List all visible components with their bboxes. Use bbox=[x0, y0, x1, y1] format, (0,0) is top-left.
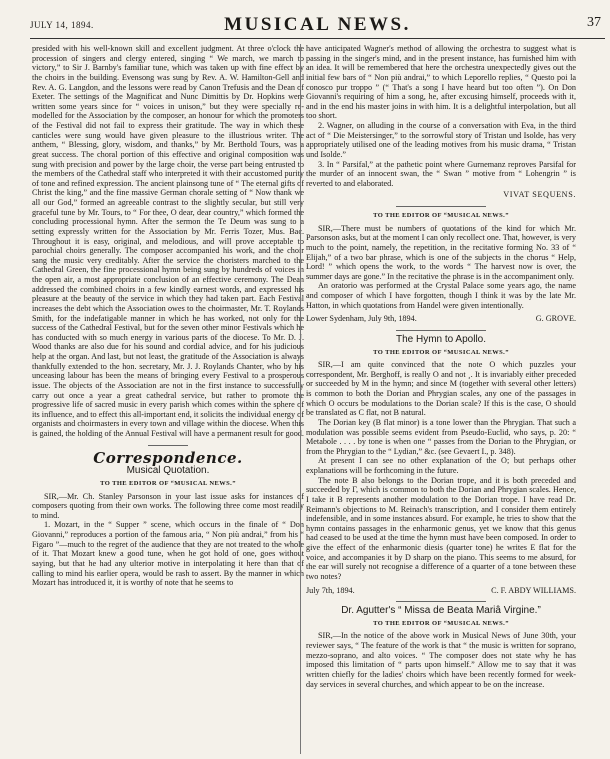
missa-paragraph-1: SIR,—In the notice of the above work in Musical News of June 30th, your reviewer says, “ The feature of the work is that “ the music is written for soprano, mezzo-soprano, and alto voices. “ The composer does not state why he has imposed this limitation of “ parts upon himself.” Allow me to say that it was written chiefly for the ladies' choirs which have been recently formed for week-day services in several churches, and which appear to be on the increase. bbox=[306, 631, 576, 689]
musical-quotation-point-2: 2. Wagner, on alluding in the course of a conversation with Eva, in the third act of “ Die Meistersinger,” to the sorrowful story of Tristan und Isolde, has very appropriately utilised one of the leading motives from his music drama, “ Tristan und Isolde.” bbox=[306, 121, 576, 159]
hymn-date: July 7th, 1894. bbox=[306, 585, 355, 595]
left-column bbox=[32, 44, 304, 588]
hymn-signature-row bbox=[306, 586, 576, 596]
page-number: 37 bbox=[587, 15, 601, 30]
musical-quotation-heading: Musical Quotation. bbox=[126, 465, 210, 477]
grove-letter-paragraph-1: SIR,—There must be numbers of quotations of the kind for which Mr. Parsonson asks, but at the moment I can only recollect one. That, however, is very much to the point, namely, the repetition, in the recitative forming No. 33 of “ Elijah,” of a two bar phrase, which is one of the subjects in the chorus “ Help, Lord! ” which opens the work, to the words “ The harvest now is over, the summer days are gone.” In the recitative the phrase is in the accompaniment only. bbox=[306, 223, 576, 281]
page-header bbox=[30, 12, 605, 38]
letter-divider-3 bbox=[396, 601, 486, 602]
hymn-signature: C. F. ABDY WILLIAMS. bbox=[491, 585, 576, 595]
vivat-sequens-signature: VIVAT SEQUENS. bbox=[503, 190, 576, 200]
correspondence-heading: Correspondence. bbox=[93, 448, 243, 467]
right-column bbox=[306, 44, 576, 689]
grove-signature-row bbox=[306, 314, 576, 324]
to-editor-line: TO THE EDITOR OF “MUSICAL NEWS.” bbox=[100, 479, 236, 487]
missa-heading: Dr. Agutter's “ Missa de Beata Mariâ Virgine.” bbox=[341, 605, 541, 617]
musical-quotation-point-1: 1. Mozart, in the “ Supper ” scene, which occurs in the finale of “ Don Giovanni,” reproduces a portion of the famous aria, “ Non più andrai,” from his “ Figaro ”—much to the regret of the audience that they are not treated to the whole of it. That Mozart knew a good tune, when he got hold of one, goes without saying, but that he had any ulterior motive in interpolating it here than that of calling to mind his earlier opera, would be rash to assert. By the manner in which Mozart has introduced it, it is worthy of note that he seems to bbox=[32, 520, 304, 588]
musical-quotation-point-3: 3. In “ Parsifal,” at the pathetic point where Gurnemanz reproves Parsifal for the murder of an innocent swan, the “ Swan ” motive from “ Lohengrin ” is reverted to and elaborated. bbox=[306, 159, 576, 188]
masthead-title: MUSICAL NEWS. bbox=[224, 14, 411, 35]
hymn-to-apollo-heading: The Hymn to Apollo. bbox=[395, 333, 487, 345]
musical-quotation-intro: SIR,—Mr. Ch. Stanley Parsonson in your last issue asks for instances of composers quoting from their own works. The following three come most readily to mind. bbox=[32, 491, 304, 520]
section-divider bbox=[148, 445, 188, 446]
festival-report-text: presided with his well-known skill and excellent judgment. At three o'clock the procession of singers and clergy entered, singing “ We march, we march to victory,” to Sir J. Barnby's familiar tune, which was taken up with fine effect by the choirs in the building. Evensong was sung by Rev. A. W. Hamilton-Gell and Rev. A. G. Langdon, and the lessons were read by Canon Trefusis and the Dean of Exeter. The settings of the Magnificat and Nunc Dimittis by Dr. Hopkins were written some years since for “ voices in unison,” but they were specially re-modelled for the Association by the composer, an honour for which the promoters of the Festival did not fail to express their gratitude. The way in which these canticles were sung would have given pleasure to the illustrious writer. The anthem, “ Blessing, glory, wisdom, and thanks,” by Mr. Berthold Tours, was a great success. The choral portion of this effective and original composition was sung with precision and power by the large choir, the verse part being entrusted to the members of the Cathedral staff who interpreted it with their accustomed purity of tone and refined expression. The ancient plainsong tune of “ The eternal gifts of Christ the king,” and the fine massive German chorale setting of “ Now thank we all our God,” formed an agreeable contrast to the slightly secular, but still very graceful tune by Mr. Tours, to “ For thee, O dear, dear country,” which formed the concluding processional hymn. After the sermon the Te Deum was sung to a setting expressly written for the Association by Mr. Ferris Tozer, Mus. Bac. Throughout it is easy, original, and melodious, and will prove acceptable to parochial choirs generally. The composer accompanied his work, and the choir sang the music very creditably. After the service the choristers marched to the Cathedral Green, the fine processional hymn being sung by hundreds of voices in the open air, a most appropriate conclusion of an effective ceremony. The Dean addressed the combined choirs in a few kindly earnest words, and expressed his pleasure at the beauty of the service in which they had taken part. Each Festival increases the debt which the Association owes to the choirmaster, Mr. T. Roylands Smith, for the indefatigable manner in which he has worked, not only for the success of the Cathedral Festival, but for the seven other minor Festivals which he has conducted with so much energy in various parts of the diocese. To Mr. D. J. Wood thanks are also due for his sound and cordial advice, and for his judicious help at the organ. And last, but not least, the gratitude of the Association is always thankfully extended to the hon. secretary, Mr. J. J. Roylands Chanter, who by his unceasing labour has been the means of bringing every Festival to a prosperous issue. The objects of the Association are not in the first instance to successfully carry out once a year a great cathedral service, but rather to promote the progressive life of sacred music in every parish which comes within the sphere of its influence, and to effect this all-important end, it solicits the individual energy of organists and choirmasters in every town and village within the diocese. When this is gained, the holding of the Annual Festival will have a permanent result for good. bbox=[32, 44, 304, 438]
hymn-paragraph-4: The note B also belongs to the Dorian trope, and it is both preceded and succeeded by Γ, which is common to both the Dorian and Phrygian scales. Hence, I take it B represents another modulation to the Dorian trope. I have read Dr. Reimann's objections to M. Reinach's transcription, and I consider them entirely indefensible, and in some instances absurd. For example, he tries to show that the hymn contains passages in the enharmonic genus, yet we know that this genus had ceased to be used at the time the hymn must have been composed. In order to give the effect of the enharmonic diesis (quarter tone) he writes E flat for the voice, and accompanies it by D sharp on the piano. This seems to me absurd, for the ear will surely not recognise a difference of a quarter of a tone between these two notes? bbox=[306, 475, 576, 581]
to-editor-line-3: TO THE EDITOR OF “MUSICAL NEWS.” bbox=[373, 348, 509, 356]
hymn-paragraph-3: At present I can see no other explanation of the O; but perhaps other explanations will be forthcoming in the future. bbox=[306, 456, 576, 475]
hymn-paragraph-1: SIR,—I am quite convinced that the note O which puzzles your correspondent, Mr. Berghoff, is really O and not ¸. It is invariably either preceded or succeeded by M in the hymn; and since M (together with several other letters) is common to both the Dorian and Phrygian scales, any one of the passages in which O occurs be modulations to the Dorian scale? If this is the case, O should be translated as C flat, not B natural. bbox=[306, 360, 576, 418]
letter-divider-2 bbox=[396, 330, 486, 331]
grove-letter-paragraph-2: An oratorio was performed at the Crystal Palace some years ago, the name and composer of which I have forgotten, though I think it was by the late Mr. Hatton, in which quotations from Handel were given intentionally. bbox=[306, 281, 576, 310]
column-divider bbox=[300, 44, 301, 754]
to-editor-line-4: TO THE EDITOR OF “MUSICAL NEWS.” bbox=[373, 619, 509, 627]
grove-signature: G. GROVE. bbox=[535, 314, 576, 324]
to-editor-line-2: TO THE EDITOR OF “MUSICAL NEWS.” bbox=[373, 212, 509, 219]
header-rule bbox=[30, 38, 605, 39]
grove-place-date: Lower Sydenham, July 9th, 1894. bbox=[306, 314, 417, 324]
musical-quotation-continued: have anticipated Wagner's method of allowing the orchestra to suggest what is passing in the singer's mind, and in the present instance, has furnished him with an idea. It will be remembered that here the orchestra unexpectedly gives out the initial few bars of “ Non più andrai,” to which Leporello replies, “ Questo poi la conosco pur troppo ” (“ That's a song I have heard but too often ”). On Don Giovanni's requiring of him a song, he, after excusing himself, proceeds with it, and in the end his master joins in with him. It is a delightful interpolation, but all too short. bbox=[306, 44, 576, 121]
hymn-paragraph-2: The Dorian key (B flat minor) is a tone lower than the Phrygian. That such a modulation was possible seems evident from Pseudo-Euclid, who says, p. 20: “ Metabole . . . . by tone is when one “ passes from the Dorian to the Phrygian, or from the Phrygian to the “ Lydian,” &c. (see Gevaert I., p. 348). bbox=[306, 417, 576, 456]
issue-date: JULY 14, 1894. bbox=[30, 20, 94, 30]
letter-divider bbox=[396, 206, 486, 207]
